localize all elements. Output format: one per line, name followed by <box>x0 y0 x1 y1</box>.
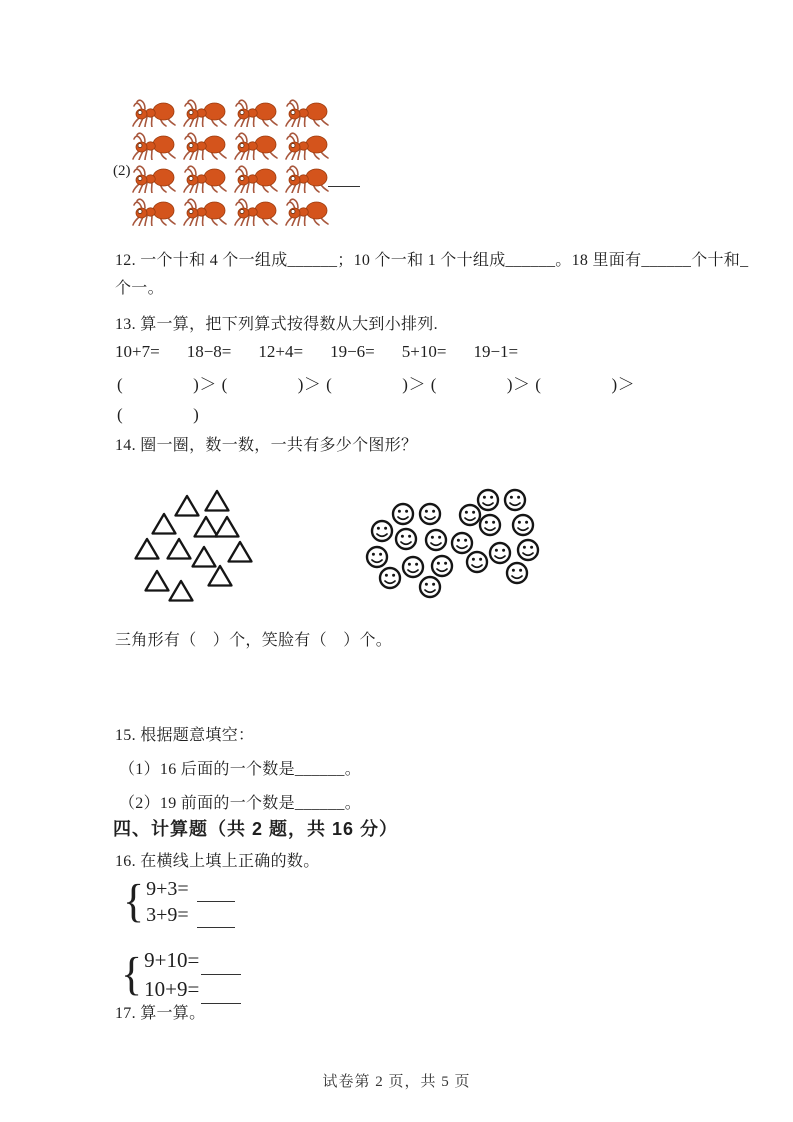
page-footer: 试卷第 2 页，共 5 页 <box>322 1074 471 1090</box>
smiley-face-shape <box>432 556 452 576</box>
smiley-face-shape <box>380 568 400 588</box>
section-4-header: 四、计算题（共 2 题，共 16 分） <box>113 819 399 839</box>
question-14-answer-line: 三角形有（ ）个，笑脸有（ ）个。 <box>115 632 393 649</box>
ant-icon <box>232 97 280 127</box>
question-13-expressions <box>115 342 518 362</box>
ant-icon <box>283 163 331 193</box>
expression: 19−1= <box>473 342 519 361</box>
smiley-face-shape <box>505 490 525 510</box>
question-13-title: 13. 算一算，把下列算式按得数从大到小排列. <box>115 316 438 333</box>
smiley-face-shape <box>393 504 413 524</box>
question-17-title: 17. 算一算。 <box>115 1005 206 1022</box>
left-brace: { <box>121 948 143 1001</box>
smiley-face-shape <box>518 540 538 560</box>
ant-icon <box>283 196 331 226</box>
answer-blank <box>197 881 235 902</box>
smiley-face-shape <box>367 547 387 567</box>
question-14-title: 14. 圈一圈，数一数，一共有多少个图形？ <box>115 437 418 454</box>
equation: 9+10= <box>144 948 200 972</box>
ant-icon <box>232 130 280 160</box>
smiley-face-shape <box>480 515 500 535</box>
ant-icon <box>181 196 229 226</box>
smiley-face-shape <box>478 490 498 510</box>
question-15-item2: （2）19 前面的一个数是______。 <box>119 795 362 812</box>
question-12-line2: 个一。 <box>115 280 164 297</box>
expression: 10+7= <box>115 342 160 361</box>
ant-icon <box>130 97 178 127</box>
equation: 9+3= <box>146 878 189 900</box>
answer-blank <box>201 954 241 975</box>
question-12-line1: 12. 一个十和 4 个一组成______；10 个一和 1 个十组成______。18 里面有______个十和_ <box>115 252 749 269</box>
question-13-compare-row2: ( ) <box>117 405 200 424</box>
question-15-title: 15. 根据题意填空： <box>115 727 255 744</box>
ant-icon <box>181 163 229 193</box>
expression: 12+4= <box>258 342 304 361</box>
triangle-shape <box>216 517 239 537</box>
equation: 10+9= <box>144 977 200 1001</box>
question-16-title: 16. 在横线上填上正确的数。 <box>115 853 320 870</box>
smiley-face-shape <box>403 557 423 577</box>
smiley-face-shape <box>426 530 446 550</box>
smiley-face-shape <box>420 504 440 524</box>
smiley-face-shape <box>490 543 510 563</box>
triangle-shape <box>206 491 229 511</box>
ant-answer-blank-line <box>328 186 360 187</box>
expression: 5+10= <box>401 342 447 361</box>
expression: 18−8= <box>186 342 232 361</box>
question-15-item1: （1）16 后面的一个数是______。 <box>119 761 362 778</box>
ant-icon <box>130 196 178 226</box>
ant-figure-grid <box>130 97 334 229</box>
triangle-shape <box>136 539 159 559</box>
smiley-face-shape <box>460 505 480 525</box>
smiley-face-shape <box>507 563 527 583</box>
smiley-face-shape <box>452 533 472 553</box>
smiley-face-shape <box>396 529 416 549</box>
ant-icon <box>232 163 280 193</box>
triangle-shape <box>229 542 252 562</box>
shapes-figure <box>110 470 570 620</box>
ant-icon <box>130 130 178 160</box>
ant-icon <box>232 196 280 226</box>
smiley-face-shape <box>420 577 440 597</box>
smiley-face-shape <box>467 552 487 572</box>
ant-icon <box>283 97 331 127</box>
equation: 3+9= <box>146 904 189 926</box>
question-11-part2-label: (2) <box>113 163 131 179</box>
triangle-shape <box>170 581 193 601</box>
triangle-shape <box>146 571 169 591</box>
left-brace: { <box>123 875 145 928</box>
expression: 19−6= <box>330 342 375 361</box>
smiley-face-shape <box>513 515 533 535</box>
triangle-shape <box>176 496 199 516</box>
answer-blank <box>201 983 241 1004</box>
ant-icon <box>130 163 178 193</box>
ant-icon <box>181 130 229 160</box>
ant-icon <box>181 97 229 127</box>
ant-icon <box>283 130 331 160</box>
triangle-shape <box>168 539 191 559</box>
smiley-face-shape <box>372 521 392 541</box>
calc-group-1 <box>123 876 235 928</box>
question-13-compare-row1: ( )＞ ( )＞ ( )＞ ( )＞ ( )＞ <box>117 375 636 394</box>
triangle-shape <box>153 514 176 534</box>
answer-blank <box>197 907 235 928</box>
calc-group-2 <box>121 946 241 1004</box>
triangle-shape <box>195 517 218 537</box>
triangle-shape <box>209 566 232 586</box>
triangle-shape <box>193 547 216 567</box>
